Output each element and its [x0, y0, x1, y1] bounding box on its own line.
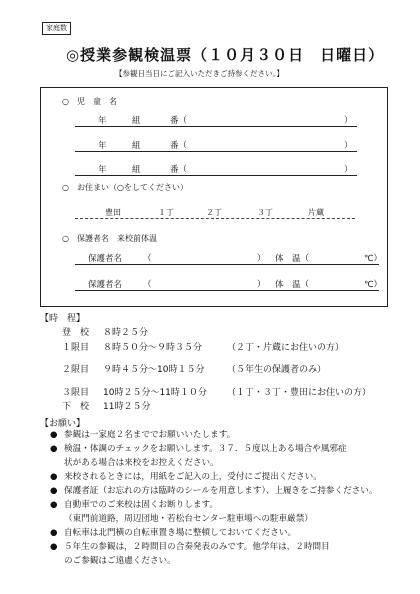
schedule-time: 11時２５分 [103, 402, 151, 412]
address-option-1[interactable]: １丁 [158, 208, 174, 217]
class-label: 組 [132, 141, 141, 151]
student-line-1[interactable] [75, 126, 357, 127]
note-item: ● 検温・体調のチェックをお願いします。３７．５度以上ある場合や風邪症 [50, 444, 347, 454]
schedule-note: （１丁・３丁・豊田にお住いの方） [227, 388, 372, 398]
note-item: ● 自動車でのご来校は固くお断りします。 [50, 500, 219, 510]
open-paren: （ [143, 280, 152, 290]
schedule-label: １限目 [62, 343, 90, 353]
number-label: 番（ [170, 165, 188, 175]
schedule-label: ２限目 [62, 365, 90, 375]
page-subtitle: 【参観日当日にご記入いただきご持参ください。】 [115, 69, 284, 78]
note-item: （東門前道路，周辺団地・若松台センター駐車場への駐車厳禁） [64, 514, 313, 524]
bullet-icon: ● [50, 430, 58, 440]
schedule-time: ８時５０分～９時３５分 [103, 343, 203, 353]
bullet-icon: ● [50, 472, 58, 482]
grade-label: 年 [98, 165, 107, 175]
students-heading: ○ 児 童 名 [62, 97, 117, 106]
schedule-label: 下 校 [62, 402, 90, 412]
address-option-toyoda[interactable]: 豊田 [105, 208, 121, 217]
address-heading: ○ お住まい（○をしてください） [62, 183, 188, 192]
notes-heading: 【お願い】 [40, 419, 86, 429]
note-item: ● 自転車は北門横の自転車置き場に整頓しておいてください。 [50, 528, 297, 538]
student-line-3[interactable] [75, 175, 357, 176]
class-label: 組 [132, 116, 141, 126]
number-label: 番（ [170, 141, 188, 151]
grade-label: 年 [98, 116, 107, 126]
address-option-2[interactable]: ２丁 [206, 208, 222, 217]
schedule-note: （２丁・片蔵にお住いの方） [227, 343, 345, 353]
temperature-label: 体 温（ [275, 254, 310, 264]
address-dashed-line [75, 218, 355, 219]
number-label: 番（ [170, 116, 188, 126]
address-option-katakura[interactable]: 片蔵 [308, 208, 324, 217]
note-item: 状がある場合は来校をお控えください。 [64, 458, 219, 468]
class-label: 組 [132, 165, 141, 175]
temperature-label: 体 温（ [275, 280, 310, 290]
schedule-label: ３限目 [62, 388, 90, 398]
bullet-icon: ● [50, 500, 58, 510]
note-item: ● ５年生の参観は，２時間目の合奏発表のみです。他学年は，２時間目 [50, 542, 330, 552]
schedule-time: ９時４５分～10時１５分 [103, 365, 205, 375]
schedule-note: （５年生の保護者のみ） [227, 365, 327, 375]
close-paren: ） [344, 165, 353, 175]
bullet-icon: ● [50, 486, 58, 496]
page-title: ◎授業参観検温票（１０月３０日 日曜日） [66, 46, 385, 64]
bullet-icon: ● [50, 542, 58, 552]
close-paren: ） [344, 116, 353, 126]
close-paren: ） [344, 141, 353, 151]
note-item: ● 来校されるときには，用紙をご記入の上，受付にご提出ください。 [50, 472, 322, 482]
household-count-tag: 家庭数 [42, 22, 71, 35]
celsius-unit: ℃） [364, 254, 383, 264]
close-paren: ） [257, 280, 266, 290]
note-item: ● 参観は一家庭２名まででお願いいたします。 [50, 430, 236, 440]
guardian-heading: ○ 保護者名 来校前体温 [62, 234, 157, 243]
note-item: のご参観はご遠慮ください。 [64, 556, 176, 566]
bullet-icon: ● [50, 528, 58, 538]
student-row-1 [98, 114, 107, 126]
bullet-icon: ● [50, 444, 58, 454]
guardian-line-1[interactable] [75, 264, 379, 265]
grade-label: 年 [98, 141, 107, 151]
schedule-time: ８時２５分 [103, 328, 149, 338]
celsius-unit: ℃） [364, 280, 383, 290]
guardian-name-label: 保護者名 [88, 280, 123, 290]
schedule-label: 登 校 [62, 328, 90, 338]
guardian-line-2[interactable] [75, 290, 379, 291]
schedule-time: 10時２５分～11時１０分 [103, 388, 207, 398]
address-option-3[interactable]: ３丁 [257, 208, 273, 217]
guardian-name-label: 保護者名 [88, 254, 123, 264]
note-item: ● 保護者証（お忘れの方は臨時のシールを用意します）、上履きをご持参ください。 [50, 486, 378, 496]
student-line-2[interactable] [75, 151, 357, 152]
close-paren: ） [257, 254, 266, 264]
notes-list [50, 428, 395, 568]
schedule-heading: 【時 程】 [40, 314, 86, 324]
form-box [40, 87, 388, 307]
open-paren: （ [143, 254, 152, 264]
